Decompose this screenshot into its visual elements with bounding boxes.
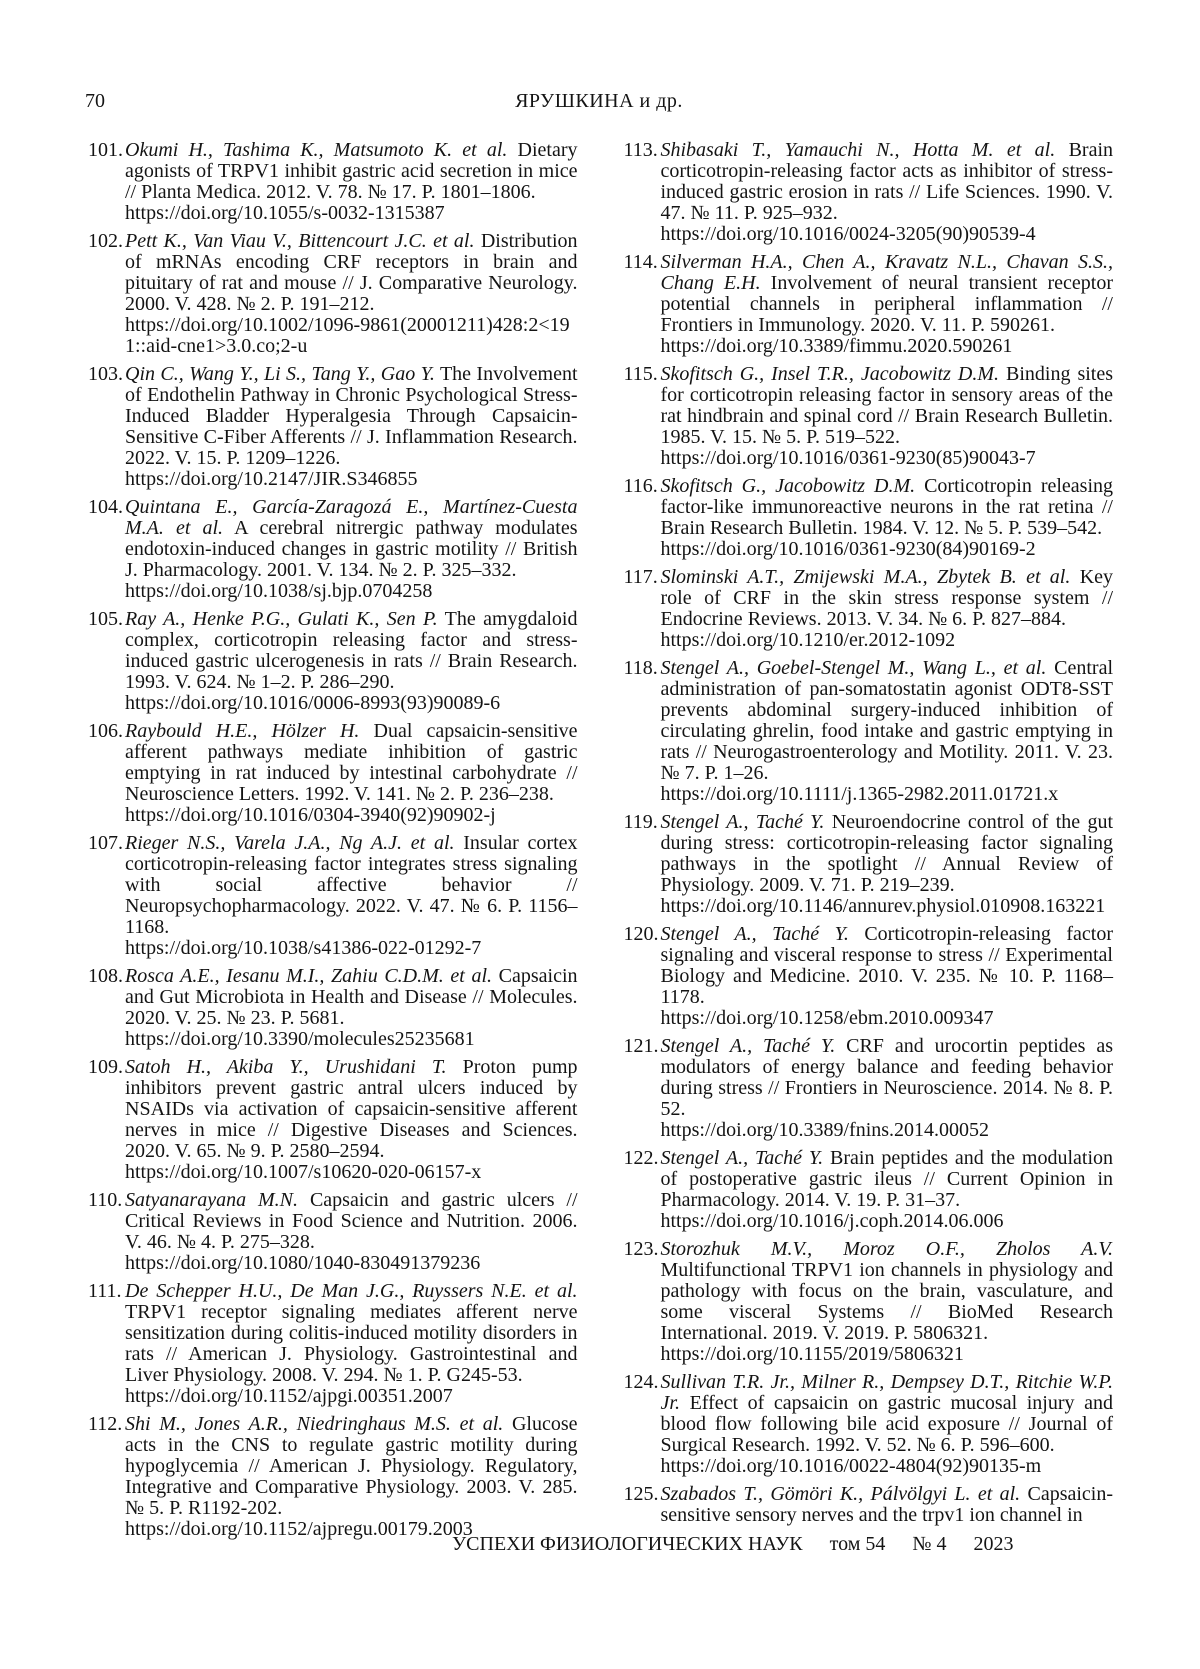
reference-text: Neuroendocrine control of the gut during stress: corticotropin-releasing factor signaling pathways in the spotlight // Annual Review of Physiology. 2009. V. 71. P. 219–239.	[660, 811, 1113, 896]
reference-authors: Rieger N.S., Varela J.A., Ng A.J. et al.	[125, 832, 455, 854]
reference-number: 109.	[88, 1056, 123, 1078]
reference-authors: Stengel A., Taché Y.	[660, 923, 849, 945]
reference-number: 107.	[88, 832, 123, 854]
reference-entry	[624, 812, 1114, 917]
reference-doi-link[interactable]: https://doi.org/10.1155/2019/5806321	[660, 1343, 964, 1365]
reference-doi-link[interactable]: https://doi.org/10.1258/ebm.2010.009347	[660, 1007, 994, 1029]
reference-doi-link[interactable]: https://doi.org/10.1016/0361-9230(84)90169-2	[660, 538, 1036, 560]
reference-doi-link[interactable]: https://doi.org/10.1007/s10620-020-06157-x	[125, 1161, 482, 1183]
reference-number: 110.	[88, 1189, 123, 1211]
reference-doi-link[interactable]: https://doi.org/10.1016/0006-8993(93)90089-6	[125, 692, 501, 714]
reference-entry	[88, 721, 578, 826]
reference-number: 101.	[88, 139, 123, 161]
reference-authors: Pett K., Van Viau V., Bittencourt J.C. et al.	[125, 230, 475, 252]
reference-authors: Raybould H.E., Hölzer H.	[125, 720, 360, 742]
reference-authors: Stengel A., Taché Y.	[660, 1035, 836, 1057]
reference-text: Binding sites for corticotropin releasing factor in sensory areas of the rat hindbrain and spinal cord // Brain Research Bulletin. 1985. V. 15. № 5. P. 519–522.	[660, 363, 1113, 448]
reference-doi-link[interactable]: https://doi.org/10.1016/0304-3940(92)90902-j	[125, 804, 496, 826]
reference-number: 105.	[88, 608, 123, 630]
reference-number: 125.	[623, 1483, 659, 1505]
reference-text: The amygdaloid complex, corticotropin releasing factor and stress-induced gastric ulcerogenesis in rats // Brain Research. 1993. V. 624. № 1–2. P. 286–290.	[125, 608, 578, 693]
reference-doi-link[interactable]: https://doi.org/10.1146/annurev.physiol.010908.163221	[660, 895, 1106, 917]
reference-authors: Okumi H., Tashima K., Matsumoto K. et al.	[125, 139, 508, 161]
reference-list	[88, 140, 1113, 1547]
footer-journal-title: УСПЕХИ ФИЗИОЛОГИЧЕСКИХ НАУК	[452, 1533, 803, 1555]
reference-entry	[88, 609, 578, 714]
reference-entry	[624, 567, 1114, 651]
reference-entry	[624, 1372, 1114, 1477]
reference-number: 118.	[623, 657, 658, 679]
running-head-authors: ЯРУШКИНА и др.	[515, 90, 683, 112]
reference-text: Capsaicin and gastric ulcers // Critical Reviews in Food Science and Nutrition. 2006. V. 46. № 4. P. 275–328.	[125, 1189, 578, 1253]
reference-text: The Involvement of Endothelin Pathway in Chronic Psychological Stress-Induced Bladder Hyperalgesia Through Capsaicin-Sensitive C-Fiber Afferents // J. Inflammation Research. 2022. V. 15. P. 1209–1226.	[125, 363, 578, 469]
reference-entry	[88, 231, 578, 357]
reference-doi-link[interactable]: https://doi.org/10.1038/sj.bjp.0704258	[125, 580, 433, 602]
reference-entry	[624, 476, 1114, 560]
reference-doi-link[interactable]: https://doi.org/10.1152/ajpgi.00351.2007	[125, 1385, 453, 1407]
reference-doi-link[interactable]: https://doi.org/10.1080/1040-830491379236	[125, 1252, 481, 1274]
reference-text: Capsaicin and Gut Microbiota in Health and Disease // Molecules. 2020. V. 25. № 23. P. 5681.	[125, 965, 578, 1029]
reference-number: 111.	[88, 1280, 122, 1302]
reference-authors: Shi M., Jones A.R., Niedringhaus M.S. et al.	[125, 1413, 504, 1435]
reference-authors: Szabados T., Gömöri K., Pálvölgyi L. et al.	[660, 1483, 1021, 1505]
reference-doi-link[interactable]: https://doi.org/10.1016/0361-9230(85)90043-7	[660, 447, 1036, 469]
reference-text: Dietary agonists of TRPV1 inhibit gastric acid secretion in mice // Planta Medica. 2012. V. 78. № 17. P. 1801–1806.	[125, 139, 578, 203]
reference-number: 104.	[88, 496, 123, 518]
page-number: 70	[85, 90, 105, 112]
reference-text: Distribution of mRNAs encoding CRF receptors in brain and pituitary of rat and mouse // J. Comparative Neurology. 2000. V. 428. № 2. P. 191–212.	[125, 230, 578, 315]
reference-number: 116.	[623, 475, 658, 497]
reference-text: Glucose acts in the CNS to regulate gastric motility during hypoglycemia // American J. Physiology. Regulatory, Integrative and Comparative Physiology. 2003. V. 285. № 5. P. R1192-202.	[125, 1413, 578, 1519]
reference-column-right	[624, 140, 1114, 1547]
reference-number: 103.	[88, 363, 123, 385]
reference-doi-link[interactable]: https://doi.org/10.2147/JIR.S346855	[125, 468, 418, 490]
reference-authors: Qin C., Wang Y., Li S., Tang Y., Gao Y.	[125, 363, 435, 385]
reference-entry	[88, 833, 578, 959]
reference-text: Brain corticotropin-releasing factor acts as inhibitor of stress-induced gastric erosion in rats // Life Sciences. 1990. V. 47. № 11. P. 925–932.	[660, 139, 1114, 224]
reference-text: A cerebral nitrergic pathway modulates endotoxin-induced changes in gastric motility // British J. Pharmacology. 2001. V. 134. № 2. P. 325–332.	[125, 517, 578, 581]
reference-number: 124.	[623, 1371, 659, 1393]
reference-text: Dual capsaicin-sensitive afferent pathways mediate inhibition of gastric emptying in rat induced by intestinal carbohydrate // Neuroscience Letters. 1992. V. 141. № 2. P. 236–238.	[125, 720, 578, 805]
reference-number: 119.	[623, 811, 658, 833]
reference-entry	[624, 364, 1114, 469]
reference-column-left	[88, 140, 578, 1547]
reference-text: Central administration of pan-somatostatin agonist ODT8-SST prevents abdominal surgery-induced inhibition of circulating ghrelin, food intake and gastric emptying in rats // Neurogastroenterology and Motility. 2011. V. 23. № 7. P. 1–26.	[660, 657, 1114, 784]
reference-number: 108.	[88, 965, 123, 987]
reference-authors: Slominski A.T., Zmijewski M.A., Zbytek B. et al.	[660, 566, 1071, 588]
reference-text: Capsaicin-sensitive sensory nerves and the trpv1 ion channel in	[660, 1483, 1114, 1526]
reference-entry	[624, 1036, 1114, 1141]
reference-entry	[88, 1281, 578, 1407]
reference-number: 106.	[88, 720, 123, 742]
reference-doi-link[interactable]: https://doi.org/10.3389/fnins.2014.00052	[660, 1119, 990, 1141]
reference-entry	[88, 966, 578, 1050]
reference-doi-link[interactable]: https://doi.org/10.1152/ajpregu.00179.2003	[125, 1518, 473, 1540]
reference-entry	[624, 1148, 1114, 1232]
reference-doi-link[interactable]: https://doi.org/10.3390/molecules25235681	[125, 1028, 475, 1050]
reference-text: Corticotropin-releasing factor signaling and visceral response to stress // Experimental Biology and Medicine. 2010. V. 235. № 10. P. 1168–1178.	[660, 923, 1113, 1008]
reference-number: 112.	[88, 1413, 123, 1435]
reference-entry	[88, 1190, 578, 1274]
reference-text: Proton pump inhibitors prevent gastric antral ulcers induced by NSAIDs via activation of capsaicin-sensitive afferent nerves in mice // Digestive Diseases and Sciences. 2020. V. 65. № 9. P. 2580–2594.	[125, 1056, 578, 1162]
reference-entry	[88, 364, 578, 490]
reference-text: Insular cortex corticotropin-releasing factor integrates stress signaling with social affective behavior // Neuropsychopharmacology. 2022. V. 47. № 6. P. 1156–1168.	[125, 832, 578, 938]
reference-authors: Stengel A., Taché Y.	[660, 1147, 824, 1169]
reference-number: 114.	[623, 251, 658, 273]
reference-doi-link[interactable]: https://doi.org/10.1038/s41386-022-01292-7	[125, 937, 482, 959]
footer-issue: № 4	[912, 1533, 947, 1555]
reference-entry	[88, 1414, 578, 1540]
reference-number: 117.	[623, 566, 658, 588]
footer-volume: том 54	[829, 1533, 886, 1555]
reference-authors: Satoh H., Akiba Y., Urushidani T.	[125, 1056, 447, 1078]
reference-text: Multifunctional TRPV1 ion channels in physiology and pathology with focus on the brain, vasculature, and some visceral Systems // BioMed Research International. 2019. V. 2019. P. 5806321.	[660, 1259, 1113, 1344]
reference-entry	[88, 140, 578, 224]
reference-authors: Shibasaki T., Yamauchi N., Hotta M. et al.	[660, 139, 1056, 161]
reference-text: Effect of capsaicin on gastric mucosal injury and blood flow following bile acid exposure // Journal of Surgical Research. 1992. V. 52. № 6. P. 596–600.	[660, 1392, 1113, 1456]
reference-authors: Storozhuk M.V., Moroz O.F., Zholos A.V.	[660, 1238, 1113, 1260]
reference-authors: Satyanarayana M.N.	[125, 1189, 299, 1211]
reference-number: 123.	[623, 1238, 659, 1260]
running-footer	[452, 1533, 1013, 1555]
reference-authors: Skofitsch G., Jacobowitz D.M.	[660, 475, 916, 497]
reference-authors: Stengel A., Taché Y.	[660, 811, 825, 833]
reference-authors: Rosca A.E., Iesanu M.I., Zahiu C.D.M. et al.	[125, 965, 493, 987]
reference-doi-link[interactable]: https://doi.org/10.1002/1096-9861(20001211)428:2<191::aid-cne1>3.0.co;2-u	[125, 314, 570, 357]
reference-doi-link[interactable]: https://doi.org/10.3389/fimmu.2020.590261	[660, 335, 1013, 357]
reference-entry	[88, 1057, 578, 1183]
reference-entry	[624, 140, 1114, 245]
reference-entry	[624, 924, 1114, 1029]
running-header	[85, 90, 1113, 116]
reference-entry	[624, 1239, 1114, 1365]
reference-number: 120.	[623, 923, 659, 945]
reference-doi-link[interactable]: https://doi.org/10.1016/0022-4804(92)90135-m	[660, 1455, 1042, 1477]
reference-number: 113.	[623, 139, 658, 161]
reference-text: Key role of CRF in the skin stress response system // Endocrine Reviews. 2013. V. 34. № 6. P. 827–884.	[660, 566, 1114, 630]
reference-authors: Stengel A., Goebel-Stengel M., Wang L., et al.	[660, 657, 1047, 679]
footer-year: 2023	[973, 1533, 1014, 1555]
reference-entry	[624, 1484, 1114, 1526]
reference-entry	[624, 252, 1114, 357]
reference-text: Involvement of neural transient receptor potential channels in peripheral inflammation // Frontiers in Immunology. 2020. V. 11. P. 590261.	[660, 272, 1114, 336]
reference-authors: Skofitsch G., Insel T.R., Jacobowitz D.M.	[660, 363, 999, 385]
reference-number: 102.	[88, 230, 123, 252]
reference-doi-link[interactable]: https://doi.org/10.1210/er.2012-1092	[660, 629, 956, 651]
reference-authors: Quintana E., García-Zaragozá E., Martínez-Cuesta M.A. et al.	[125, 496, 578, 539]
reference-doi-link[interactable]: https://doi.org/10.1055/s-0032-1315387	[125, 202, 445, 224]
reference-number: 122.	[623, 1147, 659, 1169]
reference-text: CRF and urocortin peptides as modulators of energy balance and feeding behavior during stress // Frontiers in Neuroscience. 2014. № 8. P. 52.	[660, 1035, 1113, 1120]
reference-text: TRPV1 receptor signaling mediates afferent nerve sensitization during colitis-induced motility disorders in rats // American J. Physiology. Gastrointestinal and Liver Physiology. 2008. V. 294. № 1. P. G245-53.	[125, 1301, 578, 1386]
reference-authors: Silverman H.A., Chen A., Kravatz N.L., Chavan S.S., Chang E.H.	[660, 251, 1113, 294]
reference-text: Brain peptides and the modulation of postoperative gastric ileus // Current Opinion in Pharmacology. 2014. V. 19. P. 31–37.	[660, 1147, 1113, 1211]
reference-number: 121.	[623, 1035, 659, 1057]
reference-doi-link[interactable]: https://doi.org/10.1016/0024-3205(90)90539-4	[660, 223, 1036, 245]
reference-doi-link[interactable]: https://doi.org/10.1016/j.coph.2014.06.006	[660, 1210, 1004, 1232]
reference-authors: De Schepper H.U., De Man J.G., Ruyssers N.E. et al.	[125, 1280, 578, 1302]
reference-doi-link[interactable]: https://doi.org/10.1111/j.1365-2982.2011.01721.x	[660, 783, 1059, 805]
reference-text: Corticotropin releasing factor-like immunoreactive neurons in the rat retina // Brain Research Bulletin. 1984. V. 12. № 5. P. 539–542.	[660, 475, 1114, 539]
reference-authors: Sullivan T.R. Jr., Milner R., Dempsey D.T., Ritchie W.P. Jr.	[660, 1371, 1113, 1414]
reference-number: 115.	[623, 363, 658, 385]
reference-entry	[624, 658, 1114, 805]
reference-authors: Ray A., Henke P.G., Gulati K., Sen P.	[125, 608, 438, 630]
reference-entry	[88, 497, 578, 602]
